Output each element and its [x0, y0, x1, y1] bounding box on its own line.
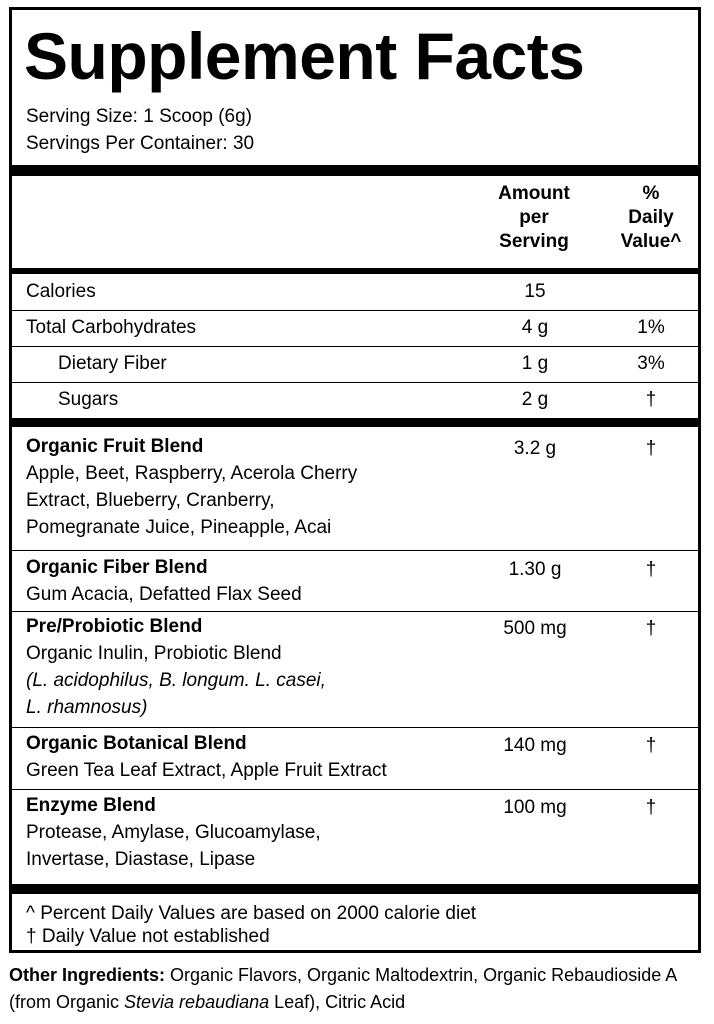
- thick-divider-blends: [12, 418, 698, 427]
- blend-dv: †: [645, 618, 657, 639]
- supplement-facts-panel: [9, 7, 701, 953]
- nutrient-name: Sugars: [58, 389, 119, 410]
- amount-header-line: Amount: [498, 183, 570, 204]
- footnote-dv-not-established: † Daily Value not established: [26, 926, 270, 947]
- other-ingredients-italic: Stevia rebaudiana: [124, 992, 270, 1012]
- daily-value-header: [606, 182, 696, 254]
- blend-dv: †: [645, 797, 657, 818]
- blend-ingredients: Invertase, Diastase, Lipase: [26, 849, 256, 870]
- blend-name: Organic Fruit Blend: [26, 436, 204, 457]
- blend-dv: †: [645, 559, 657, 580]
- row-divider: [12, 789, 698, 790]
- blend-ingredients: Extract, Blueberry, Cranberry,: [26, 490, 275, 511]
- blend-amount: 500 mg: [503, 618, 567, 639]
- nutrient-name: Dietary Fiber: [58, 353, 167, 374]
- nutrient-dv: 1%: [637, 317, 665, 338]
- row-divider: [12, 310, 698, 311]
- thick-divider-bottom: [12, 884, 698, 894]
- blend-amount: 3.2 g: [513, 438, 557, 459]
- blend-ingredients: Protease, Amylase, Glucoamylase,: [26, 822, 321, 843]
- serving-size: Serving Size: 1 Scoop (6g): [26, 106, 253, 127]
- blend-dv: †: [645, 438, 657, 459]
- blend-ingredients: Organic Inulin, Probiotic Blend: [26, 643, 282, 664]
- blend-amount: 100 mg: [503, 797, 567, 818]
- blend-name: Pre/Probiotic Blend: [26, 616, 203, 637]
- dv-header-line: Daily: [628, 207, 674, 228]
- dv-header-line: %: [642, 183, 660, 204]
- blend-dv: †: [645, 735, 657, 756]
- nutrient-amount: 2 g: [521, 389, 549, 410]
- blend-block: [26, 730, 476, 784]
- blend-name: Organic Fiber Blend: [26, 557, 208, 578]
- blend-ingredients: (L. acidophilus, B. longum. L. casei,: [26, 670, 326, 691]
- nutrient-name: Total Carbohydrates: [26, 317, 197, 338]
- other-ingredients-text: Organic Flavors, Organic Maltodextrin, Organic Rebaudioside A (from Organic: [9, 965, 677, 1012]
- other-ingredients-label: Other Ingredients:: [9, 965, 166, 985]
- nutrient-name: Calories: [26, 281, 96, 302]
- dv-header-line: Value^: [620, 231, 682, 252]
- other-ingredients-text: Leaf), Citric Acid: [269, 992, 406, 1012]
- blend-ingredients: Gum Acacia, Defatted Flax Seed: [26, 584, 302, 605]
- nutrient-amount: 15: [524, 281, 546, 302]
- nutrient-amount: 1 g: [521, 353, 549, 374]
- nutrient-dv: †: [645, 389, 657, 410]
- row-divider: [12, 382, 698, 383]
- row-divider: [12, 611, 698, 612]
- panel-title: Supplement Facts: [24, 19, 585, 93]
- blend-block: [26, 554, 476, 608]
- footnote-percent-dv: ^ Percent Daily Values are based on 2000 calorie diet: [26, 903, 477, 924]
- blend-amount: 1.30 g: [508, 559, 562, 580]
- blend-ingredients: L. rhamnosus): [26, 697, 148, 718]
- row-divider: [12, 346, 698, 347]
- thick-divider-header: [12, 268, 698, 274]
- amount-per-serving-header: [474, 182, 594, 254]
- blend-ingredients: Pomegranate Juice, Pineapple, Acai: [26, 517, 332, 538]
- blend-name: Organic Botanical Blend: [26, 733, 247, 754]
- blend-name: Enzyme Blend: [26, 795, 156, 816]
- thick-divider-top: [12, 165, 698, 176]
- nutrient-dv: 3%: [637, 353, 665, 374]
- blend-ingredients: Apple, Beet, Raspberry, Acerola Cherry: [26, 463, 358, 484]
- blend-block: [26, 613, 476, 721]
- amount-header-line: Serving: [499, 231, 569, 252]
- row-divider: [12, 550, 698, 551]
- blend-amount: 140 mg: [503, 735, 567, 756]
- blend-block: [26, 792, 476, 873]
- row-divider: [12, 727, 698, 728]
- other-ingredients: [9, 962, 709, 1016]
- amount-header-line: per: [519, 207, 549, 228]
- blend-ingredients: Green Tea Leaf Extract, Apple Fruit Extract: [26, 760, 387, 781]
- nutrient-amount: 4 g: [521, 317, 549, 338]
- servings-per-container: Servings Per Container: 30: [26, 133, 255, 154]
- blend-block: [26, 433, 476, 541]
